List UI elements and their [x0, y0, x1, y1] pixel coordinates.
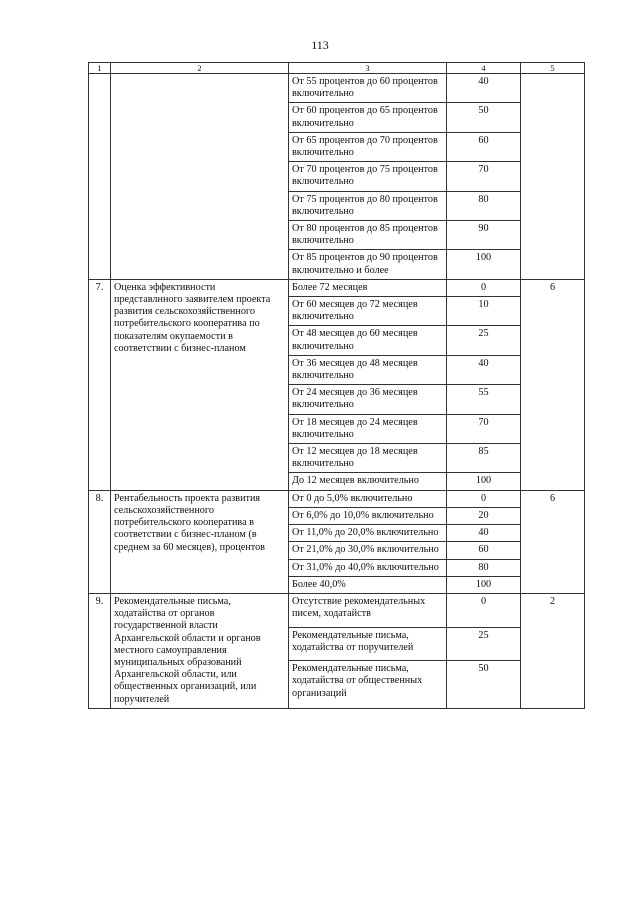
condition-cell: От 70 процентов до 75 процентов включительно — [289, 162, 447, 191]
condition-cell: Более 40,0% — [289, 576, 447, 593]
condition-cell: От 24 месяцев до 36 месяцев включительно — [289, 385, 447, 414]
score-cell: 100 — [447, 473, 521, 490]
condition-cell: От 31,0% до 40,0% включительно — [289, 559, 447, 576]
column-number-4: 4 — [447, 63, 521, 74]
condition-cell: От 60 месяцев до 72 месяцев включительно — [289, 297, 447, 326]
condition-cell: От 55 процентов до 60 процентов включительно — [289, 74, 447, 103]
condition-cell: Рекомендательные письма, ходатайства от поручителей — [289, 627, 447, 661]
condition-cell: От 65 процентов до 70 процентов включительно — [289, 132, 447, 161]
score-cell: 50 — [447, 661, 521, 709]
score-cell: 40 — [447, 525, 521, 542]
condition-cell: От 18 месяцев до 24 месяцев включительно — [289, 414, 447, 443]
score-cell: 90 — [447, 221, 521, 250]
condition-cell: Более 72 месяцев — [289, 279, 447, 296]
condition-cell: От 85 процентов до 90 процентов включительно и более — [289, 250, 447, 279]
weight-cell — [521, 74, 585, 280]
score-cell: 25 — [447, 627, 521, 661]
condition-cell: От 0 до 5,0% включительно — [289, 490, 447, 507]
condition-cell: От 80 процентов до 85 процентов включительно — [289, 221, 447, 250]
column-number-2: 2 — [111, 63, 289, 74]
criterion-cell: Рекомендательные письма, ходатайства от органов государственной власти Архангельской области и органов местного самоуправления муниципальных образований Архангельской области, или общественных организаций, или поручителей — [111, 593, 289, 708]
score-cell: 40 — [447, 355, 521, 384]
criterion-cell: Оценка эффективности представлнного заявителем проекта развития сельскохозяйственного потребительского кооператива по показателям окупаемости в соответствии с бизнес-планом — [111, 279, 289, 490]
condition-cell: От 21,0% до 30,0% включительно — [289, 542, 447, 559]
condition-cell: От 6,0% до 10,0% включительно — [289, 507, 447, 524]
column-number-row — [89, 63, 585, 74]
page-number: 113 — [311, 38, 329, 52]
table-row — [89, 593, 585, 627]
condition-cell: Отсутствие рекомендательных писем, ходатайств — [289, 593, 447, 627]
score-cell: 60 — [447, 542, 521, 559]
condition-cell: Рекомендательные письма, ходатайства от общественных организаций — [289, 661, 447, 709]
score-cell: 10 — [447, 297, 521, 326]
table-row — [89, 279, 585, 296]
score-cell: 0 — [447, 490, 521, 507]
weight-cell: 2 — [521, 593, 585, 708]
condition-cell: От 12 месяцев до 18 месяцев включительно — [289, 444, 447, 473]
condition-cell: От 11,0% до 20,0% включительно — [289, 525, 447, 542]
condition-cell: От 75 процентов до 80 процентов включительно — [289, 191, 447, 220]
weight-cell: 6 — [521, 279, 585, 490]
item-number-cell — [89, 74, 111, 280]
score-cell: 55 — [447, 385, 521, 414]
score-cell: 80 — [447, 191, 521, 220]
column-number-5: 5 — [521, 63, 585, 74]
table-row — [89, 74, 585, 103]
criterion-cell: Рентабельность проекта развития сельскохозяйственного потребительского кооператива в соответствии с бизнес-планом (в среднем за 60 месяцев), процентов — [111, 490, 289, 593]
score-cell: 70 — [447, 162, 521, 191]
column-number-1: 1 — [89, 63, 111, 74]
item-number-cell: 8. — [89, 490, 111, 593]
condition-cell: До 12 месяцев включительно — [289, 473, 447, 490]
score-cell: 60 — [447, 132, 521, 161]
criteria-table — [88, 62, 585, 709]
weight-cell: 6 — [521, 490, 585, 593]
condition-cell: От 48 месяцев до 60 месяцев включительно — [289, 326, 447, 355]
score-cell: 80 — [447, 559, 521, 576]
score-cell: 50 — [447, 103, 521, 132]
score-cell: 20 — [447, 507, 521, 524]
item-number-cell: 9. — [89, 593, 111, 708]
column-number-3: 3 — [289, 63, 447, 74]
score-cell: 40 — [447, 74, 521, 103]
score-cell: 0 — [447, 279, 521, 296]
score-cell: 25 — [447, 326, 521, 355]
score-cell: 85 — [447, 444, 521, 473]
item-number-cell: 7. — [89, 279, 111, 490]
score-cell: 100 — [447, 576, 521, 593]
score-cell: 70 — [447, 414, 521, 443]
condition-cell: От 60 процентов до 65 процентов включительно — [289, 103, 447, 132]
score-cell: 0 — [447, 593, 521, 627]
condition-cell: От 36 месяцев до 48 месяцев включительно — [289, 355, 447, 384]
criterion-cell — [111, 74, 289, 280]
score-cell: 100 — [447, 250, 521, 279]
table-row — [89, 490, 585, 507]
